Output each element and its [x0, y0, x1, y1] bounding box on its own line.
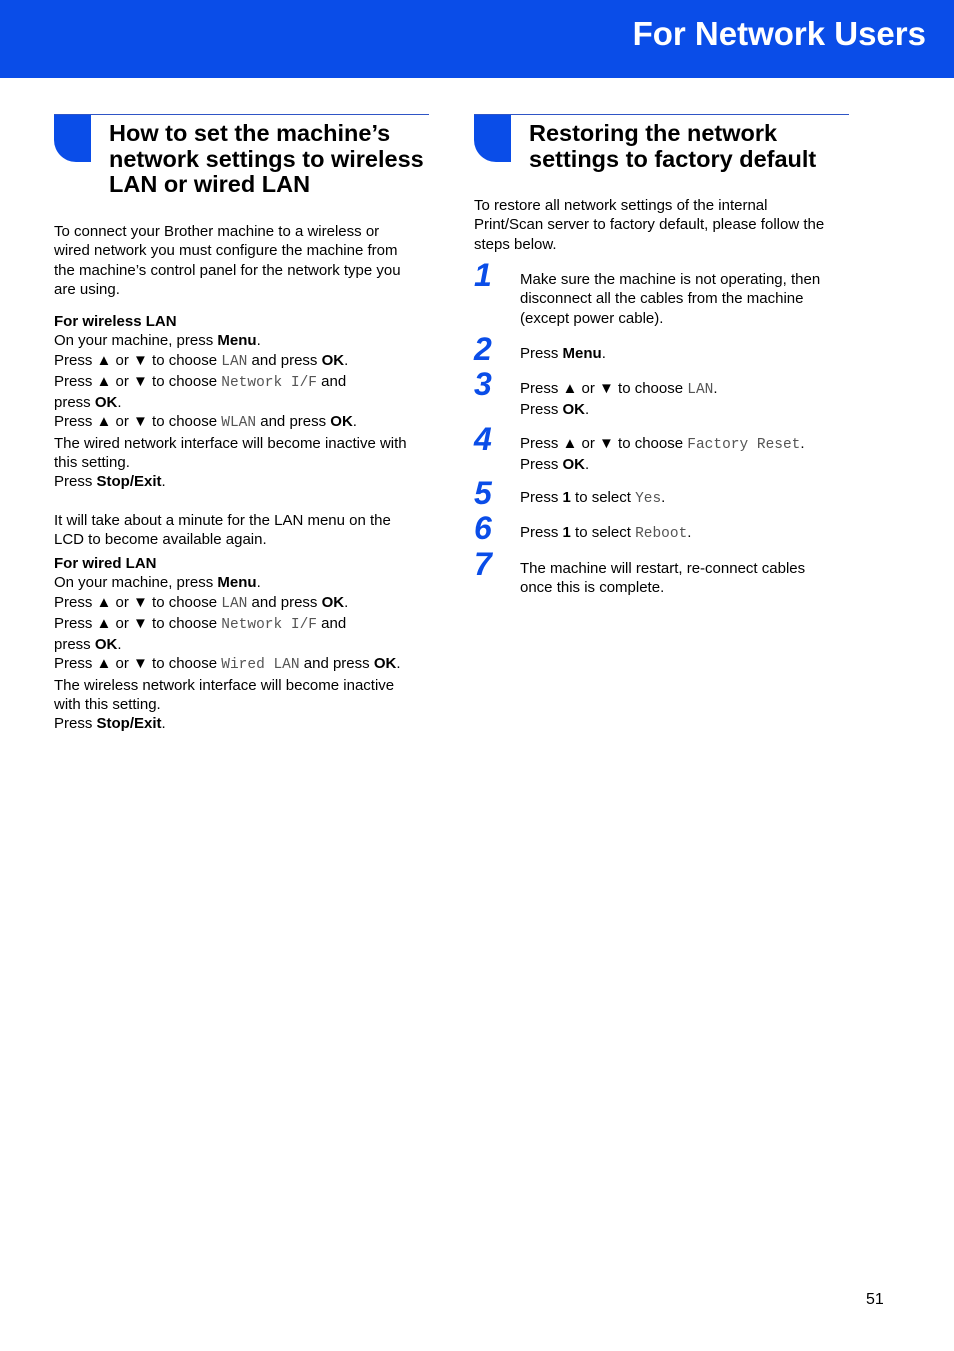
text: .	[256, 574, 261, 592]
text: .	[352, 413, 357, 431]
section-marker-right	[474, 115, 511, 162]
lcd-option: Network I/F	[221, 616, 317, 633]
instruction-line	[54, 654, 400, 675]
text: Press	[54, 473, 97, 491]
spacer	[54, 492, 407, 511]
text-line: The machine will restart, re-connect cables	[520, 560, 806, 577]
step-number: 1	[474, 257, 492, 293]
step-number: 6	[474, 510, 492, 546]
text: and press	[247, 593, 322, 611]
wireless-lan-instructions	[54, 312, 407, 549]
heading-line: network settings to wireless	[109, 145, 424, 172]
text: Press ▲ or ▼ to choose	[54, 372, 222, 390]
text: .	[800, 435, 805, 452]
text: and press	[299, 655, 374, 673]
instruction-line	[54, 593, 400, 614]
step-text	[520, 434, 805, 475]
text: and press	[256, 413, 331, 431]
text: .	[161, 473, 166, 491]
key-label: Stop/Exit	[96, 715, 162, 733]
right-intro	[474, 196, 824, 254]
instruction-line	[54, 372, 407, 393]
text: .	[713, 380, 718, 397]
text: .	[687, 524, 692, 541]
section-rule-left	[54, 114, 429, 115]
key-label: Menu	[217, 574, 257, 592]
key-label: OK	[562, 456, 586, 474]
text: and press	[247, 351, 322, 369]
text: On your machine, press	[54, 574, 218, 592]
key-label: OK	[94, 394, 118, 412]
text: .	[161, 715, 166, 733]
text: to select	[570, 489, 636, 506]
heading-line: How to set the machine’s	[109, 120, 391, 146]
step-text	[520, 379, 718, 420]
text: .	[601, 345, 606, 362]
instruction-line	[54, 472, 407, 491]
step-text	[520, 523, 691, 544]
text-line: the machine’s control panel for the network type you	[54, 261, 401, 279]
text-line: with this setting.	[54, 696, 161, 714]
instruction-line	[520, 523, 691, 544]
key-label: OK	[94, 636, 118, 654]
lcd-option: Yes	[635, 491, 662, 507]
lcd-option: LAN	[221, 353, 248, 370]
instruction-line	[54, 412, 407, 433]
text-line: It will take about a minute for the LAN menu on the	[54, 511, 391, 529]
text: Press ▲ or ▼ to choose	[54, 413, 222, 431]
key-label: OK	[562, 401, 586, 419]
text: press	[54, 636, 95, 654]
key-label: OK	[321, 351, 345, 369]
text-line: The wireless network interface will become inactive	[54, 676, 395, 694]
key-label: Menu	[562, 345, 602, 362]
text: Press	[520, 401, 563, 419]
instruction-line	[54, 573, 400, 592]
text: Press ▲ or ▼ to choose	[520, 380, 688, 397]
key-label: OK	[330, 413, 353, 431]
key-label: OK	[321, 593, 345, 611]
instruction-line	[54, 614, 400, 635]
instruction-line	[520, 379, 718, 400]
text: press	[54, 394, 95, 412]
text-line: To restore all network settings of the internal	[474, 197, 768, 214]
lcd-option: LAN	[687, 382, 714, 398]
text: Press	[520, 345, 563, 362]
text: .	[585, 456, 590, 474]
text: and	[316, 614, 347, 632]
instruction-line	[54, 714, 400, 733]
left-intro	[54, 222, 401, 299]
instruction-line	[520, 344, 606, 363]
text-line: LCD to become available again.	[54, 530, 267, 548]
step-number: 2	[474, 331, 492, 367]
instruction-line	[520, 488, 665, 509]
lcd-option: Wired LAN	[221, 657, 300, 674]
step-number: 4	[474, 421, 492, 457]
text: Press	[520, 456, 563, 474]
text-line: (except power cable).	[520, 309, 664, 327]
heading-line: LAN or wired LAN	[109, 171, 311, 197]
step-number: 5	[474, 475, 492, 511]
text-line: The wired network interface will become inactive with	[54, 434, 407, 452]
section-marker-left	[54, 115, 91, 162]
text: Press ▲ or ▼ to choose	[54, 351, 222, 369]
instruction-line	[520, 455, 805, 474]
text-line: once this is complete.	[520, 579, 665, 597]
text: .	[117, 394, 122, 412]
header-banner	[0, 0, 954, 78]
instruction-line	[54, 393, 407, 412]
text: .	[256, 332, 261, 350]
subheading-wireless-lan: For wireless LAN	[54, 313, 177, 330]
step-text	[520, 270, 820, 328]
step-text	[520, 559, 805, 598]
text: Press ▲ or ▼ to choose	[54, 614, 222, 632]
text-line: this setting.	[54, 454, 130, 472]
step-text	[520, 344, 606, 363]
heading-line: Restoring the network	[529, 120, 778, 146]
text-line: wired network you must configure the machine from	[54, 242, 398, 260]
key-label: OK	[373, 655, 397, 673]
text-line: Make sure the machine is not operating, then	[520, 271, 821, 288]
text: and	[316, 372, 347, 390]
section-rule-right	[474, 114, 849, 115]
step-number: 3	[474, 366, 492, 402]
key-label: Stop/Exit	[96, 473, 162, 491]
key-label: 1	[562, 524, 571, 541]
text: .	[344, 593, 349, 611]
instruction-line	[54, 635, 400, 654]
page-number: 51	[866, 1291, 884, 1308]
instruction-line	[54, 331, 407, 350]
heading-line: settings to factory default	[529, 145, 817, 172]
wired-lan-instructions	[54, 554, 400, 734]
instruction-line	[520, 400, 718, 419]
text-line: To connect your Brother machine to a wireless or	[54, 223, 380, 240]
text: Press ▲ or ▼ to choose	[520, 435, 688, 452]
section-heading-factory-default	[529, 121, 816, 172]
step-text	[520, 488, 665, 509]
instruction-line	[54, 351, 407, 372]
lcd-option: Reboot	[635, 526, 688, 542]
text: .	[344, 351, 349, 369]
key-label: 1	[562, 489, 571, 506]
section-heading-wireless-wired	[109, 121, 424, 198]
step-number: 7	[474, 546, 492, 582]
subheading-wired-lan: For wired LAN	[54, 555, 157, 572]
text: .	[661, 489, 666, 506]
text-line: are using.	[54, 280, 120, 298]
text: .	[585, 401, 590, 419]
text-line: steps below.	[474, 235, 557, 253]
instruction-line	[520, 434, 805, 455]
text: Press ▲ or ▼ to choose	[54, 655, 222, 673]
text: On your machine, press	[54, 332, 218, 350]
lcd-option: Factory Reset	[687, 437, 801, 453]
text: Press	[520, 489, 563, 506]
key-label: Menu	[217, 332, 257, 350]
text-line: Print/Scan server to factory default, please follow the	[474, 216, 825, 234]
text-line: disconnect all the cables from the machine	[520, 290, 804, 308]
text: to select	[570, 524, 636, 541]
text: .	[396, 655, 401, 673]
page-title: For Network Users	[632, 15, 926, 52]
lcd-option: Network I/F	[221, 374, 317, 391]
text: Press	[520, 524, 563, 541]
text: Press	[54, 715, 97, 733]
text: Press ▲ or ▼ to choose	[54, 593, 222, 611]
text: .	[117, 636, 122, 654]
lcd-option: LAN	[221, 595, 248, 612]
lcd-option: WLAN	[221, 415, 257, 432]
